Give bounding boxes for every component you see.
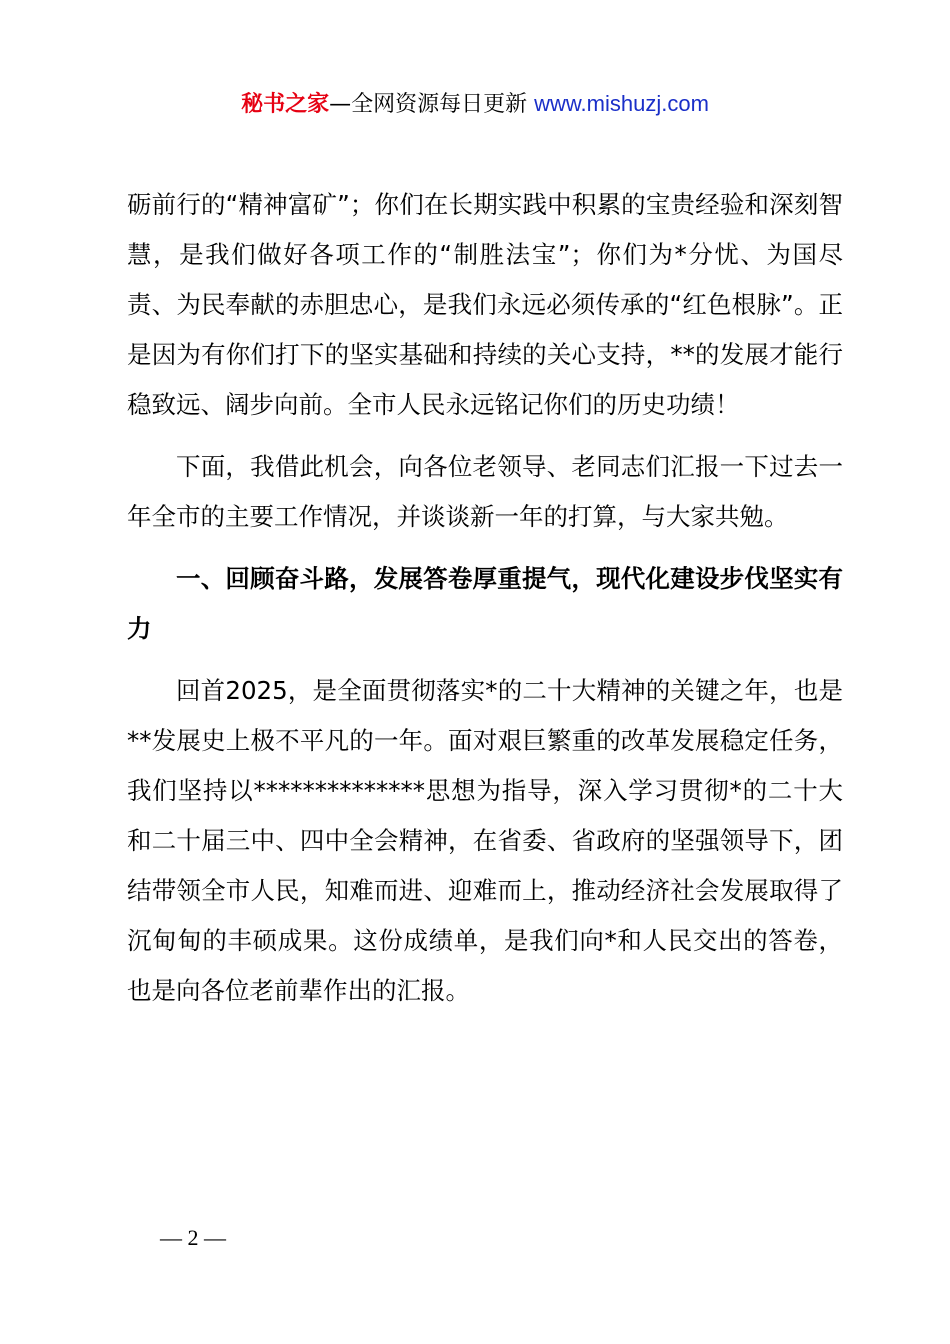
page-number: — 2 — — [160, 1225, 226, 1250]
site-header — [0, 86, 950, 123]
document-body — [127, 180, 843, 1028]
header-tagline: —全网资源每日更新 — [329, 92, 535, 117]
brand-name: 秘书之家 — [241, 92, 330, 117]
paragraph-report-intro: 下面，我借此机会，向各位老领导、老同志们汇报一下过去一年全市的主要工作情况，并谈谈新一年的打算，与大家共勉。 — [127, 452, 843, 531]
section-heading-1: 一、回顾奋斗路，发展答卷厚重提气，现代化建设步伐坚实有力 — [127, 564, 843, 643]
site-url-link[interactable]: www.mishuzj.com — [534, 91, 709, 116]
paragraph-continued: 砺前行的“精神富矿”；你们在长期实践中积累的宝贵经验和深刻智慧，是我们做好各项工作的“制胜法宝”；你们为*分忧、为国尽责、为民奉献的赤胆忠心，是我们永远必须传承的“红色根脉”。正是因为有你们打下的坚实基础和持续的关心支持，**的发展才能行稳致远、阔步向前。全市人民永远铭记你们的历史功绩！ — [127, 190, 843, 419]
paragraph-review-2025: 回首2025，是全面贯彻落实*的二十大精神的关键之年，也是**发展史上极不平凡的一年。面对艰巨繁重的改革发展稳定任务，我们坚持以**************思想为指导，深入学习贯彻*的二十大和二十届三中、四中全会精神，在省委、省政府的坚强领导下，团结带领全市人民，知难而进、迎难而上，推动经济社会发展取得了沉甸甸的丰硕成果。这份成绩单，是我们向*和人民交出的答卷，也是向各位老前辈作出的汇报。 — [127, 676, 843, 1005]
